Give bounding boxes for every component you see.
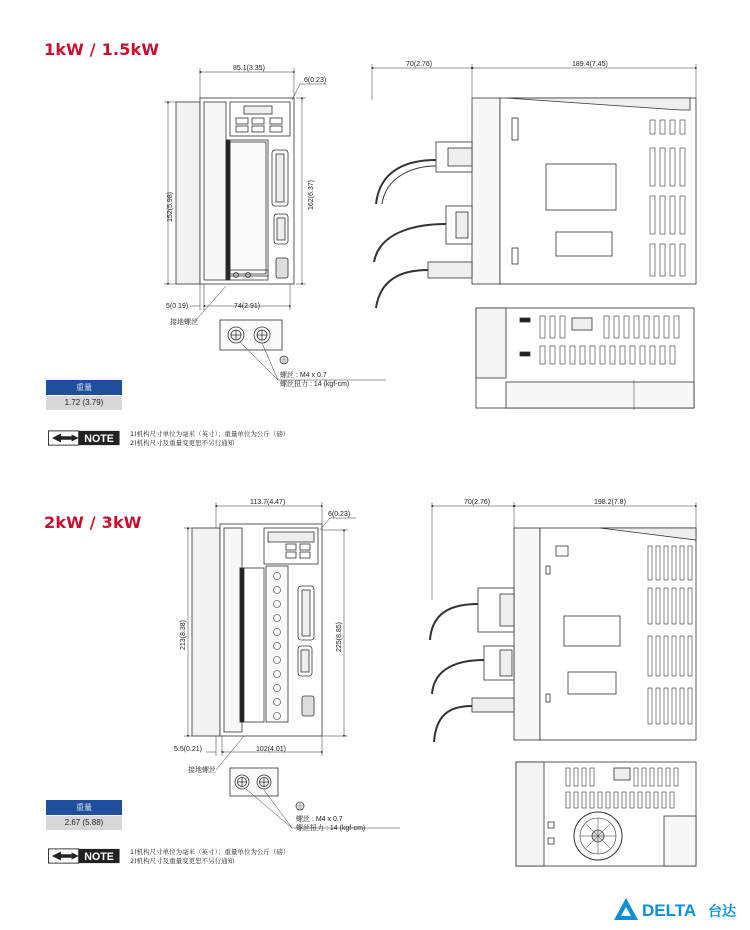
- section1-title: 1kW / 1.5kW: [44, 40, 160, 59]
- s1-side-view: [374, 98, 696, 308]
- s2-dim-height-right: 225(8.85): [336, 622, 343, 652]
- s1-dim-top-offset: 6(0.23): [304, 77, 327, 84]
- s2-dim-width: 113.7(4.47): [250, 499, 286, 506]
- delta-logo-cn: 台达: [708, 904, 736, 920]
- section2-title: 2kW / 3kW: [44, 513, 142, 532]
- s1-torque-spec: 螺丝扭力 : 14 (kgf-cm): [280, 381, 350, 388]
- s2-torque-spec: 螺丝扭力 : 14 (kgf-cm): [296, 825, 366, 832]
- s1-ground-detail: [220, 320, 386, 380]
- s1-weight-header: 重量: [46, 380, 122, 395]
- s1-dim-height-right: 162(6.37): [308, 180, 315, 210]
- s2-screw-spec: 螺丝 : M4 x 0.7: [296, 816, 343, 823]
- s1-dim-bottom-left: 5(0.19): [166, 303, 189, 310]
- s2-ground-label: 接地螺丝: [188, 767, 216, 774]
- s2-dim-depth-body: 198.2(7.8): [594, 499, 626, 506]
- s2-note-label: NOTE: [84, 851, 114, 863]
- s1-dim-bottom-width: 74(2.91): [234, 303, 261, 310]
- s1-note-line-2: 2)机构尺寸及重量变更恕不另行通知: [130, 439, 235, 447]
- s2-dim-top-offset: 6(0.23): [328, 511, 351, 518]
- s2-weight-header: 重量: [46, 800, 122, 815]
- s2-side-view: [430, 528, 696, 742]
- s1-note-line-1: 1)机构尺寸单位为毫米（英寸）；重量单位为公斤（磅）: [130, 430, 290, 438]
- s1-note-label: NOTE: [84, 433, 114, 445]
- s2-note-line-1: 1)机构尺寸单位为毫米（英寸）；重量单位为公斤（磅）: [130, 848, 290, 856]
- s2-note-line-2: 2)机构尺寸及重量变更恕不另行通知: [130, 857, 235, 865]
- delta-logo: [612, 896, 746, 922]
- s1-bottom-view: [476, 308, 694, 410]
- s1-ground-label: 接地螺丝: [170, 319, 198, 326]
- s1-note-badge: [44, 430, 124, 446]
- s1-dim-depth-front: 70(2.76): [406, 61, 433, 68]
- s2-bottom-view: [516, 762, 696, 866]
- s2-dim-depth-front: 70(2.76): [464, 499, 491, 506]
- s1-front-view: [176, 98, 294, 284]
- delta-logo-text: DELTA: [642, 901, 697, 920]
- s2-weight-value: 2.67 (5.88): [46, 816, 122, 830]
- s1-dim-height-left: 152(5.98): [167, 192, 174, 222]
- s2-front-view: [192, 524, 322, 736]
- s2-dim-bottom-left: 5.5(0.21): [174, 746, 203, 753]
- s1-dim-depth-body: 189.4(7.45): [572, 61, 608, 68]
- s1-dim-width: 85.1(3.35): [233, 65, 265, 72]
- s2-dim-bottom-width: 102(4.01): [256, 746, 286, 753]
- s2-note-badge: [44, 848, 124, 864]
- s1-weight-value: 1.72 (3.79): [46, 396, 122, 410]
- s1-screw-spec: 螺丝 : M4 x 0.7: [280, 372, 327, 379]
- s2-dim-height-left: 213(8.38): [180, 620, 187, 650]
